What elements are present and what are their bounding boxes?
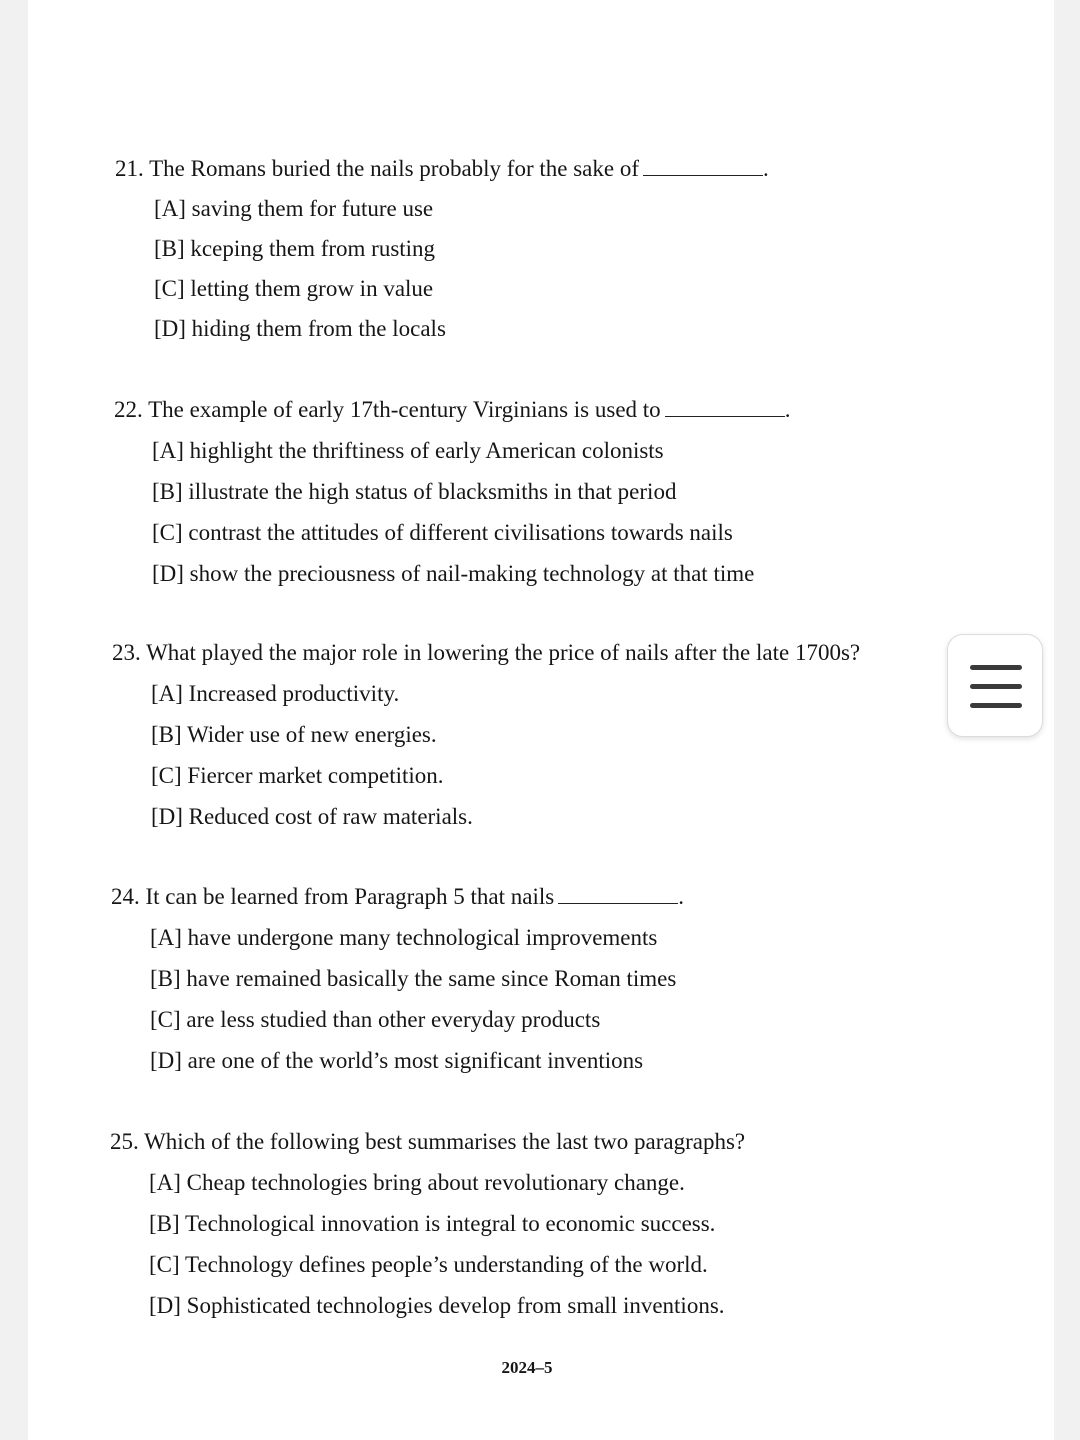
option-d[interactable]: [D] Sophisticated technologies develop from small inventions. xyxy=(149,1293,725,1318)
option-b[interactable]: [B] kceping them from rusting xyxy=(154,236,436,261)
hamburger-menu-icon xyxy=(970,684,1022,689)
floating-menu-button[interactable] xyxy=(947,634,1043,737)
option-d[interactable]: [D] show the preciousness of nail-making technology at that time xyxy=(152,561,755,586)
question-stem xyxy=(114,395,1014,425)
question-22 xyxy=(28,395,928,589)
question-23 xyxy=(28,638,928,832)
option-a[interactable]: [A] Increased productivity. xyxy=(151,681,400,706)
option-a[interactable]: [A] Cheap technologies bring about revolutionary change. xyxy=(149,1170,685,1195)
option-c[interactable]: [C] letting them grow in value xyxy=(154,276,434,301)
question-text: The example of early 17th-century Virginians is used to xyxy=(148,397,661,422)
option-d[interactable]: [D] hiding them from the locals xyxy=(154,316,446,341)
question-stem xyxy=(111,882,1011,912)
question-number: 23. xyxy=(112,640,141,665)
option-d[interactable]: [D] are one of the world’s most significant inventions xyxy=(150,1048,644,1073)
answer-blank xyxy=(643,155,763,176)
stem-period: . xyxy=(763,156,769,181)
option-b[interactable]: [B] illustrate the high status of blacksmiths in that period xyxy=(152,479,677,504)
option-c[interactable]: [C] Technology defines people’s understanding of the world. xyxy=(149,1252,708,1277)
hamburger-menu-icon xyxy=(970,703,1022,708)
document-page xyxy=(28,0,1054,1440)
question-text: It can be learned from Paragraph 5 that nails xyxy=(145,884,555,909)
question-stem xyxy=(115,154,1015,184)
option-d[interactable]: [D] Reduced cost of raw materials. xyxy=(151,804,473,829)
question-21 xyxy=(28,154,928,344)
question-number: 25. xyxy=(110,1129,139,1154)
question-24 xyxy=(28,882,928,1076)
question-text: The Romans buried the nails probably for the sake of xyxy=(149,156,639,181)
option-a[interactable]: [A] have undergone many technological improvements xyxy=(150,925,658,950)
question-number: 22. xyxy=(114,397,143,422)
option-a[interactable]: [A] saving them for future use xyxy=(154,196,434,221)
option-b[interactable]: [B] have remained basically the same since Roman times xyxy=(150,966,677,991)
question-number: 24. xyxy=(111,884,140,909)
question-text: Which of the following best summarises the last two paragraphs? xyxy=(144,1129,746,1154)
stem-period: . xyxy=(784,397,791,422)
stem-period: . xyxy=(678,884,684,909)
option-c[interactable]: [C] Fiercer market competition. xyxy=(151,763,444,788)
option-c[interactable]: [C] contrast the attitudes of different civilisations towards nails xyxy=(152,520,733,545)
question-text: What played the major role in lowering the price of nails after the late 1700s? xyxy=(146,640,861,665)
option-b[interactable]: [B] Wider use of new energies. xyxy=(151,722,437,747)
page-footer-number: 2024–5 xyxy=(501,1358,553,1377)
question-25 xyxy=(28,1127,928,1321)
answer-blank xyxy=(665,396,785,417)
option-c[interactable]: [C] are less studied than other everyday products xyxy=(150,1007,601,1032)
question-stem xyxy=(112,638,1012,668)
answer-blank xyxy=(558,883,678,904)
question-stem xyxy=(110,1127,1010,1157)
option-a[interactable]: [A] highlight the thriftiness of early American colonists xyxy=(152,438,664,463)
hamburger-menu-icon xyxy=(970,665,1022,670)
question-number: 21. xyxy=(115,156,144,181)
option-b[interactable]: [B] Technological innovation is integral to economic success. xyxy=(149,1211,716,1236)
